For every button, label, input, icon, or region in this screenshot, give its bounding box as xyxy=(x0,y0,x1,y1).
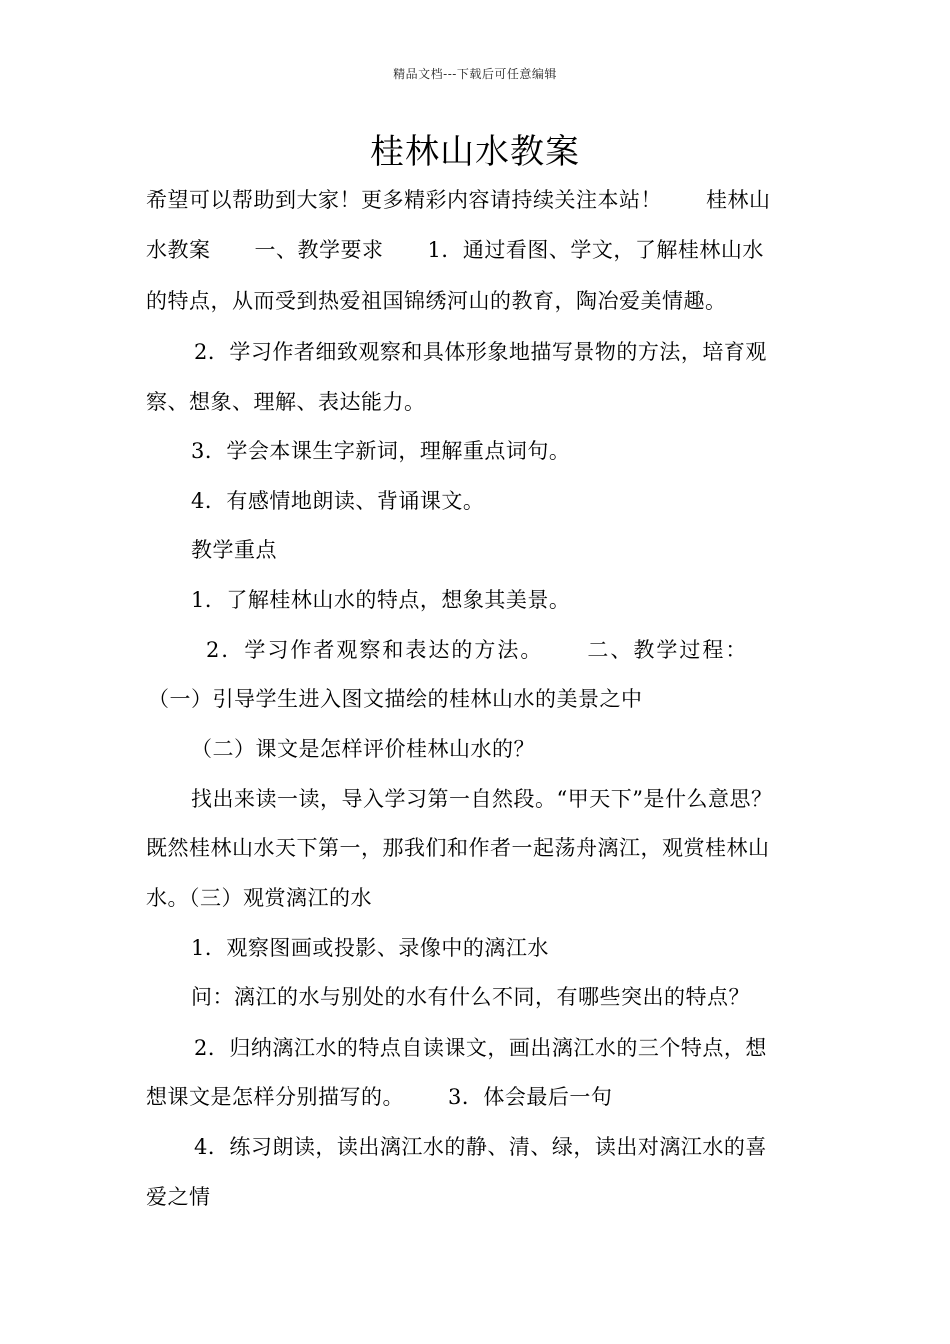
text-line-21: 爱之情 xyxy=(146,1185,211,1209)
text-line-20: 4．练习朗读，读出漓江水的静、清、绿，读出对漓江水的喜 xyxy=(194,1135,767,1159)
text-segment: 水教案 xyxy=(146,238,211,262)
text-line-7: 4．有感情地朗读、背诵课文。 xyxy=(191,489,485,513)
text-line-9: 1．了解桂林山水的特点，想象其美景。 xyxy=(191,588,571,612)
text-segment: 3．体会最后一句 xyxy=(448,1085,613,1109)
text-line-10 xyxy=(206,636,748,664)
text-line-17: 问：漓江的水与别处的水有什么不同，有哪些突出的特点？ xyxy=(191,985,750,1009)
text-line-8: 教学重点 xyxy=(191,538,277,562)
text-line-2 xyxy=(146,236,764,264)
document-title: 桂林山水教案 xyxy=(370,132,580,172)
text-line-3: 的特点，从而受到热爱祖国锦绣河山的教育，陶冶爱美情趣。 xyxy=(146,289,727,313)
text-line-6: 3．学会本课生字新词，理解重点词句。 xyxy=(191,439,571,463)
text-line-15: 水。（三）观赏漓江的水 xyxy=(146,886,372,910)
text-line-14: 既然桂林山水天下第一，那我们和作者一起荡舟漓江，观赏桂林山 xyxy=(146,836,770,860)
text-line-4: 2．学习作者细致观察和具体形象地描写景物的方法，培育观 xyxy=(194,340,767,364)
section-heading: 二、教学过程： xyxy=(587,638,749,662)
text-line-12: （二）课文是怎样评价桂林山水的？ xyxy=(191,737,535,761)
text-line-18: 2．归纳漓江水的特点自读课文，画出漓江水的三个特点，想 xyxy=(194,1036,767,1060)
text-line-5: 察、想象、理解、表达能力。 xyxy=(146,390,426,414)
text-line-19 xyxy=(146,1083,612,1111)
page-header: 精品文档---下载后可任意编辑 xyxy=(393,67,557,81)
text-line-11: （一）引导学生进入图文描绘的桂林山水的美景之中 xyxy=(148,687,643,711)
text-line-1 xyxy=(146,186,771,214)
text-segment: 2．学习作者观察和表达的方法。 xyxy=(206,638,544,662)
text-segment: 想课文是怎样分别描写的。 xyxy=(146,1085,404,1109)
text-line-13: 找出来读一读，导入学习第一自然段。“甲天下”是什么意思？ xyxy=(191,787,773,811)
text-segment: 1．通过看图、学文，了解桂林山水 xyxy=(427,238,764,262)
text-line-16: 1．观察图画或投影、录像中的漓江水 xyxy=(191,936,549,960)
section-heading: 一、教学要求 xyxy=(254,238,384,262)
intro-text: 希望可以帮助到大家！更多精彩内容请持续关注本站！ xyxy=(146,188,662,212)
text-segment: 桂林山 xyxy=(706,188,771,212)
